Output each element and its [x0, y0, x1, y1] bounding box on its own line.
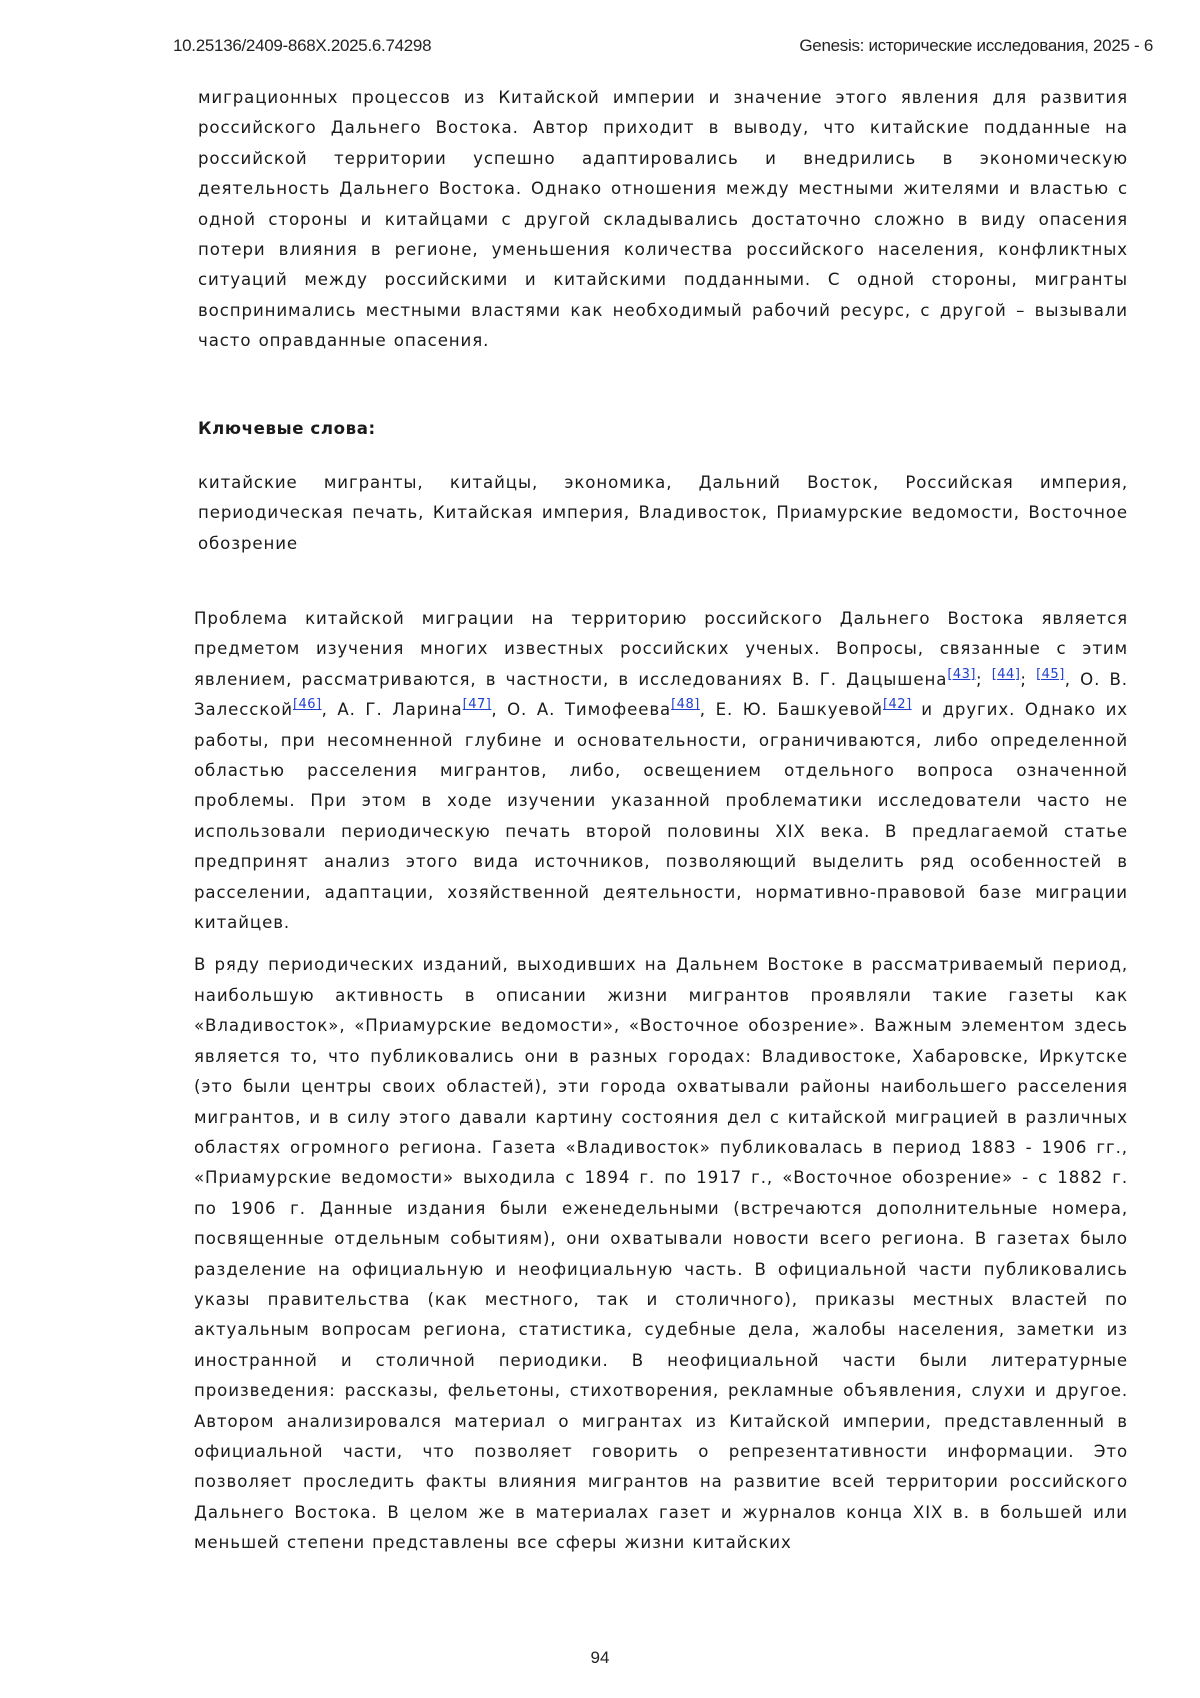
paragraph-1-text: и других. Однако их работы, при несомненной глубине и основательности, ограничиваются, либо определенной областью расселения мигрантов, либо, освещением отдельного вопроса означенной проблемы. При этом в ходе изучении указанной проблематики исследователи часто не использовали периодическую печать второй половины XIX века. В предлагаемой статье предпринят анализ этого вида источников, позволяющий выделить ряд особенностей в расселении, адаптации, хозяйственной деятельности, нормативно-правовой базе миграции китайцев. — [194, 700, 1128, 933]
reference-link-48[interactable]: [48] — [671, 697, 700, 713]
paragraph-1-text: , А. Г. Ларина — [321, 700, 463, 720]
journal-title: Genesis: исторические исследования, 2025 - 6 — [799, 36, 1153, 55]
paragraph-1-text: , О. А. Тимофеева — [491, 700, 672, 720]
reference-link-46[interactable]: [46] — [292, 697, 322, 713]
reference-link-45[interactable]: [45] — [1036, 666, 1065, 682]
reference-link-47[interactable]: [47] — [462, 697, 492, 713]
reference-link-44[interactable]: [44] — [991, 666, 1021, 682]
abstract-text: миграционных процессов из Китайской империи и значение этого явления для развития российского Дальнего Востока. Автор приходит в выводу, что китайские подданные на российской территории успешно адаптировались и внедрились в экономическую деятельность Дальнего Востока. Однако отношения между местными жителями и властью с одной стороны и китайцами с другой складывались достаточно сложно в виду опасения потери влияния в регионе, уменьшения количества российского населения, конфликтных ситуаций между российскими и китайскими подданными. С одной стороны, мигранты воспринимались местными властями как необходимый рабочий ресурс, с другой – вызывали часто оправданные опасения. — [198, 88, 1128, 351]
keywords-heading: Ключевые слова: — [198, 419, 376, 438]
reference-separator: ; — [976, 669, 992, 689]
paragraph-1-text: , О. В. Залесской — [194, 669, 1128, 720]
page-number: 94 — [590, 1648, 610, 1667]
doi-label: 10.25136/2409-868X.2025.6.74298 — [173, 36, 432, 55]
page-header — [173, 36, 1153, 60]
paragraph-1-text: Проблема китайской миграции на территорию российского Дальнего Востока является предметом изучения многих известных российских ученых. Вопросы, связанные с этим явлением, рассматриваются, в частности, в исследованиях В. Г. Дацышена — [194, 609, 1128, 689]
paragraph-2: В ряду периодических изданий, выходивших на Дальнем Востоке в рассматриваемый период, наибольшую активность в описании жизни мигрантов проявляли такие газеты как «Владивосток», «Приамурские ведомости», «Восточное обозрение». Важным элементом здесь является то, что публиковались они в разных городах: Владивостоке, Хабаровске, Иркутске (это были центры своих областей), эти города охватывали районы наибольшего расселения мигрантов, и в силу этого давали картину состояния дел с китайской миграцией в различных областях огромного региона. Газета «Владивосток» публиковалась в период 1883 - 1906 гг., «Приамурские ведомости» выходила с 1894 г. по 1917 г., «Восточное обозрение» - с 1882 г. по 1906 г. Данные издания были еженедельными (встречаются дополнительные номера, посвященные отдельным событиям), они охватывали новости всего региона. В газетах было разделение на официальную и неофициальную часть. В официальной части публиковались указы правительства (как местного, так и столичного), приказы местных властей по актуальным вопросам региона, статистика, судебные дела, жалобы населения, заметки из иностранной и столичной периодики. В неофициальной части были литературные произведения: рассказы, фельетоны, стихотворения, рекламные объявления, слухи и другое. Автором анализировался материал о мигрантах из Китайской империи, представленный в официальной части, что позволяет говорить о репрезентативности информации. Это позволяет проследить факты влияния мигрантов на развитие всей территории российского Дальнего Востока. В целом же в материалах газет и журналов конца XIX в. в большей или меньшей степени представлены все сферы жизни китайских — [194, 955, 1128, 1553]
keywords-list: китайские мигранты, китайцы, экономика, Дальний Восток, Российская империя, периодическая печать, Китайская империя, Владивосток, Приамурские ведомости, Восточное обозрение — [198, 473, 1128, 553]
article-body — [194, 604, 1128, 1571]
reference-link-43[interactable]: [43] — [947, 666, 976, 682]
reference-separator: ; — [1020, 669, 1037, 689]
paragraph-1-text: , Е. Ю. Башкуевой — [699, 700, 883, 720]
reference-link-42[interactable]: [42] — [882, 697, 912, 713]
paragraph-1 — [194, 604, 1128, 938]
